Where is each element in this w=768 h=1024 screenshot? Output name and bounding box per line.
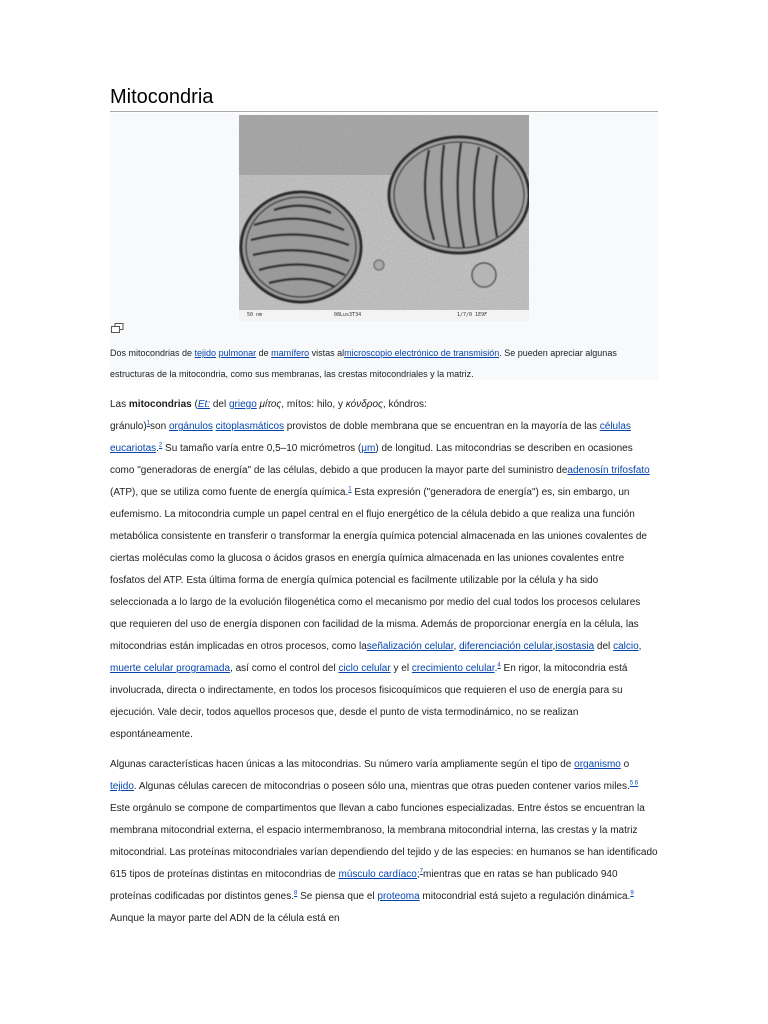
text: , kóndros: — [382, 399, 427, 410]
text: Este orgánulo se compone de compartimentos que llevan a cabo funciones especializadas. Entre éstos se encuentran la membrana mitocondrial externa, el espacio intermembranoso, la membrana mitocondrial interna, las crestas y la matriz mitocondrial. Las proteínas mitocondriales varían dependiendo del tejido y de las especies: en humanos se han identificado 615 tipos de proteínas distintas en mitocondrias de — [110, 803, 658, 880]
micrograph-image[interactable] — [239, 115, 529, 321]
text: son — [150, 421, 169, 432]
link-celulas[interactable]: células — [599, 421, 631, 432]
enlarge-icon[interactable] — [111, 323, 124, 333]
link-muerte-celular-programada[interactable]: muerte celular programada — [110, 663, 231, 674]
code-label: 08Lus3T34 — [334, 312, 362, 318]
text: Aunque la mayor parte del ADN de la célula está en — [110, 913, 340, 924]
paragraph-1 — [110, 394, 658, 746]
figure — [110, 113, 658, 380]
text: (ATP), que se utiliza como fuente de energía química. — [110, 487, 349, 498]
link-et[interactable]: Et: — [197, 399, 211, 410]
text: ) de longitud. Las mitocondrias se describen en ocasiones como "generadoras de energía" de las células, debido a que producen la mayor parte del suministro de — [110, 443, 633, 476]
link-tejido[interactable]: tejido — [194, 348, 217, 358]
text: del — [210, 399, 229, 410]
text: Esta expresión ("generadora de energía") es, sin embargo, un eufemismo. La mitocondria cumple un papel central en el flujo energético de la célula debido a que realiza una función metabólica consistente en transferir o transformar la energía química potencial almacenada en las uniones covalentes de ciertas moléculas como la glucosa o ácidos grasos en energía química almacenada en las uniones covalentes entre fosfatos del ATP. Esta última forma de energía química potencial es facilmente utilizable por la célula y ha sido seleccionada a lo largo de la evolución filogenética como el mecanismo por medio del cual todos los procesos celulares que requieren del uso de energía disponen con facilidad de la misma. Además de proporcionar energía en la célula, las mitocondrias están implicadas en otros procesos, como la — [110, 487, 647, 652]
caption-text: . Se pueden apreciar algunas estructuras de la mitocondria, como sus membranas, las crestas mitocondriales y la matriz. — [110, 348, 617, 379]
text: Se piensa que el — [297, 891, 378, 902]
greek-text: κόνδρος — [345, 399, 383, 410]
text: ; — [416, 869, 420, 880]
text: . Algunas células carecen de mitocondrias o poseen sólo una, mientras que otras pueden contener varios miles. — [133, 781, 630, 792]
article — [110, 84, 658, 380]
text: . — [494, 663, 498, 674]
caption-text: Dos mitocondrias de — [110, 348, 195, 358]
link-eucariotas[interactable]: eucariotas — [110, 443, 157, 454]
ref-link[interactable]: 1 — [146, 420, 151, 427]
text: , — [638, 641, 642, 652]
text: y el — [390, 663, 412, 674]
ref-link[interactable]: 9 — [630, 890, 634, 897]
text: gránulo) — [110, 421, 147, 432]
article-body — [110, 394, 658, 938]
link-microscopio[interactable]: microscopio electrónico de transmisión — [344, 348, 500, 358]
ref-link[interactable]: 4 — [497, 662, 501, 669]
text: del — [594, 641, 614, 652]
text: , — [453, 641, 460, 652]
link-senalizacion-celular[interactable]: señalización celular — [366, 641, 454, 652]
text: Su tamaño varía entre 0,5–10 micrómetros ( — [162, 443, 362, 454]
link-tejido[interactable]: tejido — [110, 781, 134, 792]
link-mamifero[interactable]: mamífero — [271, 348, 310, 358]
link-griego[interactable]: griego — [228, 399, 257, 410]
page-title: Mitocondria — [110, 84, 658, 112]
text: mitocondrial está sujeto a regulación dinámica. — [419, 891, 631, 902]
ref-link[interactable]: 8 — [294, 890, 298, 897]
text: , así como el control del — [230, 663, 339, 674]
ref-link[interactable]: 1 — [348, 486, 352, 493]
ref-link[interactable]: 2 — [158, 442, 163, 449]
caption-text: vistas al — [309, 348, 345, 358]
micrograph-scale-bar — [239, 310, 529, 321]
link-pulmonar[interactable]: pulmonar — [218, 348, 257, 358]
text: provistos de doble membrana que se encuentran en la mayoría de las — [284, 421, 600, 432]
text: . — [156, 443, 159, 454]
link-crecimiento-celular[interactable]: crecimiento celular — [411, 663, 495, 674]
text: Algunas características hacen únicas a las mitocondrias. Su número varía ampliamente según el tipo de — [110, 759, 575, 770]
link-calcio[interactable]: calcio — [613, 641, 639, 652]
link-organismo[interactable]: organismo — [574, 759, 621, 770]
text: , mítos: hilo, y — [281, 399, 346, 410]
text: En rigor, la mitocondria está involucrada, directa o indirectamente, en todos los procesos fisicoquímicos que requieren el uso de energía para su ejecución. Vale decir, todos aquellos procesos que, desde el punto de vista termodinámico, no se realizan espontáneamente. — [110, 663, 628, 740]
link-diferenciacion-celular[interactable]: diferenciación celular — [459, 641, 553, 652]
link-proteoma[interactable]: proteoma — [377, 891, 420, 902]
link-musculo-cardiaco[interactable]: músculo cardíaco — [338, 869, 417, 880]
text: ( — [191, 399, 198, 410]
link-isostasia[interactable]: isostasia — [555, 641, 595, 652]
figure-caption — [110, 343, 640, 385]
link-um[interactable]: μm — [361, 443, 376, 454]
ref-link[interactable]: 7 — [419, 868, 423, 875]
text: Las — [110, 399, 129, 410]
link-organulos[interactable]: orgánulos — [168, 421, 213, 432]
date-label: 1/7/0 1E9F — [457, 312, 488, 318]
text: , — [552, 641, 556, 652]
scale-label: 50 nm — [247, 312, 263, 318]
greek-text: μίτος — [259, 399, 282, 410]
caption-text: de — [256, 348, 272, 358]
term-bold: mitocondrias — [128, 399, 192, 410]
link-adenosin-trifosfato[interactable]: adenosín trifosfato — [567, 465, 650, 476]
paragraph-2 — [110, 754, 658, 930]
text: mientras que en ratas se han publicado 940 proteínas codificadas por distintos genes. — [110, 869, 618, 902]
link-citoplasmaticos[interactable]: citoplasmáticos — [215, 421, 285, 432]
link-ciclo-celular[interactable]: ciclo celular — [338, 663, 391, 674]
text: o — [620, 759, 630, 770]
ref-link[interactable]: 5 6 — [629, 780, 639, 787]
